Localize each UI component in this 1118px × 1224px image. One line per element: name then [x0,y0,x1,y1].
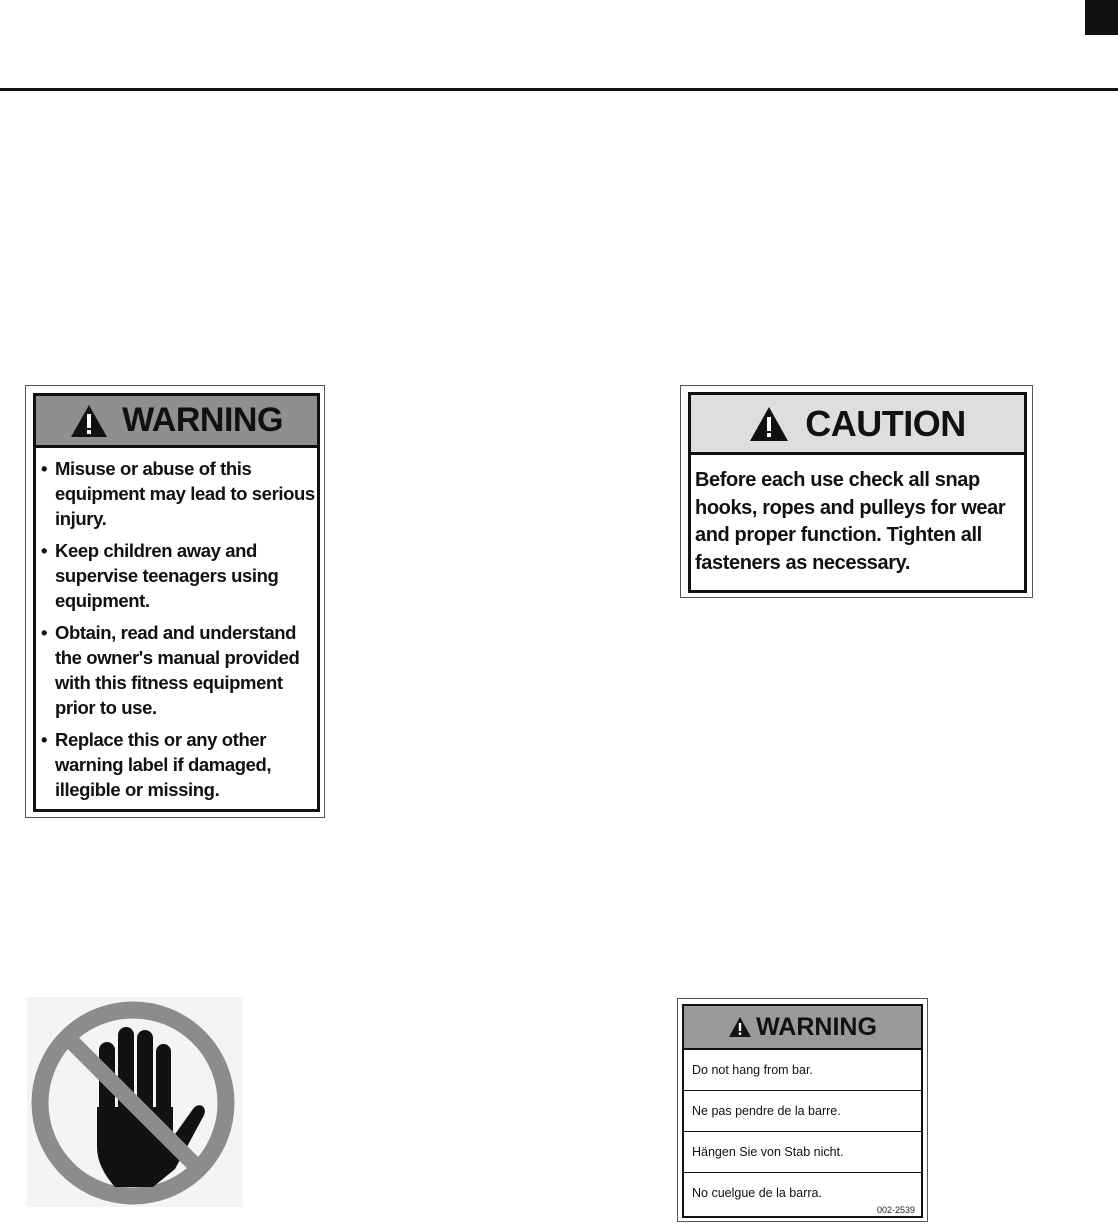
warning-label-title: WARNING [122,401,283,439]
hang-warning-row: Hängen Sie von Stab nicht. [684,1132,921,1173]
warning-bullet: • Replace this or any other warning label if damaged, illegible or missing. [39,727,323,802]
caution-label-title: CAUTION [805,402,966,444]
hang-warning-title: WARNING [756,1012,877,1041]
hang-warning-row: No cuelgue de la barra. [692,1186,822,1200]
warning-triangle-icon [749,406,789,442]
warning-label-frame [33,393,320,812]
warning-bullet: • Misuse or abuse of this equipment may lead to serious injury. [39,456,323,531]
hang-warning-label [677,998,928,1222]
hang-warning-frame [682,1004,923,1218]
header-rule [0,88,1118,91]
warning-bullet: • Obtain, read and understand the owner's manual provided with this fitness equipment prior to use. [39,620,323,720]
no-hand-icon [27,997,243,1207]
caution-label-frame [688,392,1027,593]
hang-warning-row: Do not hang from bar. [684,1050,921,1091]
hang-warning-row: Ne pas pendre de la barre. [684,1091,921,1132]
warning-bullet-list [39,456,323,809]
hang-warning-header [684,1006,921,1050]
warning-label-header [36,396,317,448]
warning-triangle-icon [70,404,108,438]
warning-bullet: • Keep children away and supervise teenagers using equipment. [39,538,323,613]
part-number: 002-2539 [876,1205,915,1215]
caution-label-header [691,395,1024,455]
page-corner-tab [1085,0,1118,35]
warning-triangle-icon [728,1016,752,1038]
caution-label [680,385,1033,598]
caution-label-text: Before each use check all snap hooks, ropes and pulleys for wear and proper function. Tighten all fasteners as necessary. [695,469,1006,574]
warning-label [25,385,325,818]
